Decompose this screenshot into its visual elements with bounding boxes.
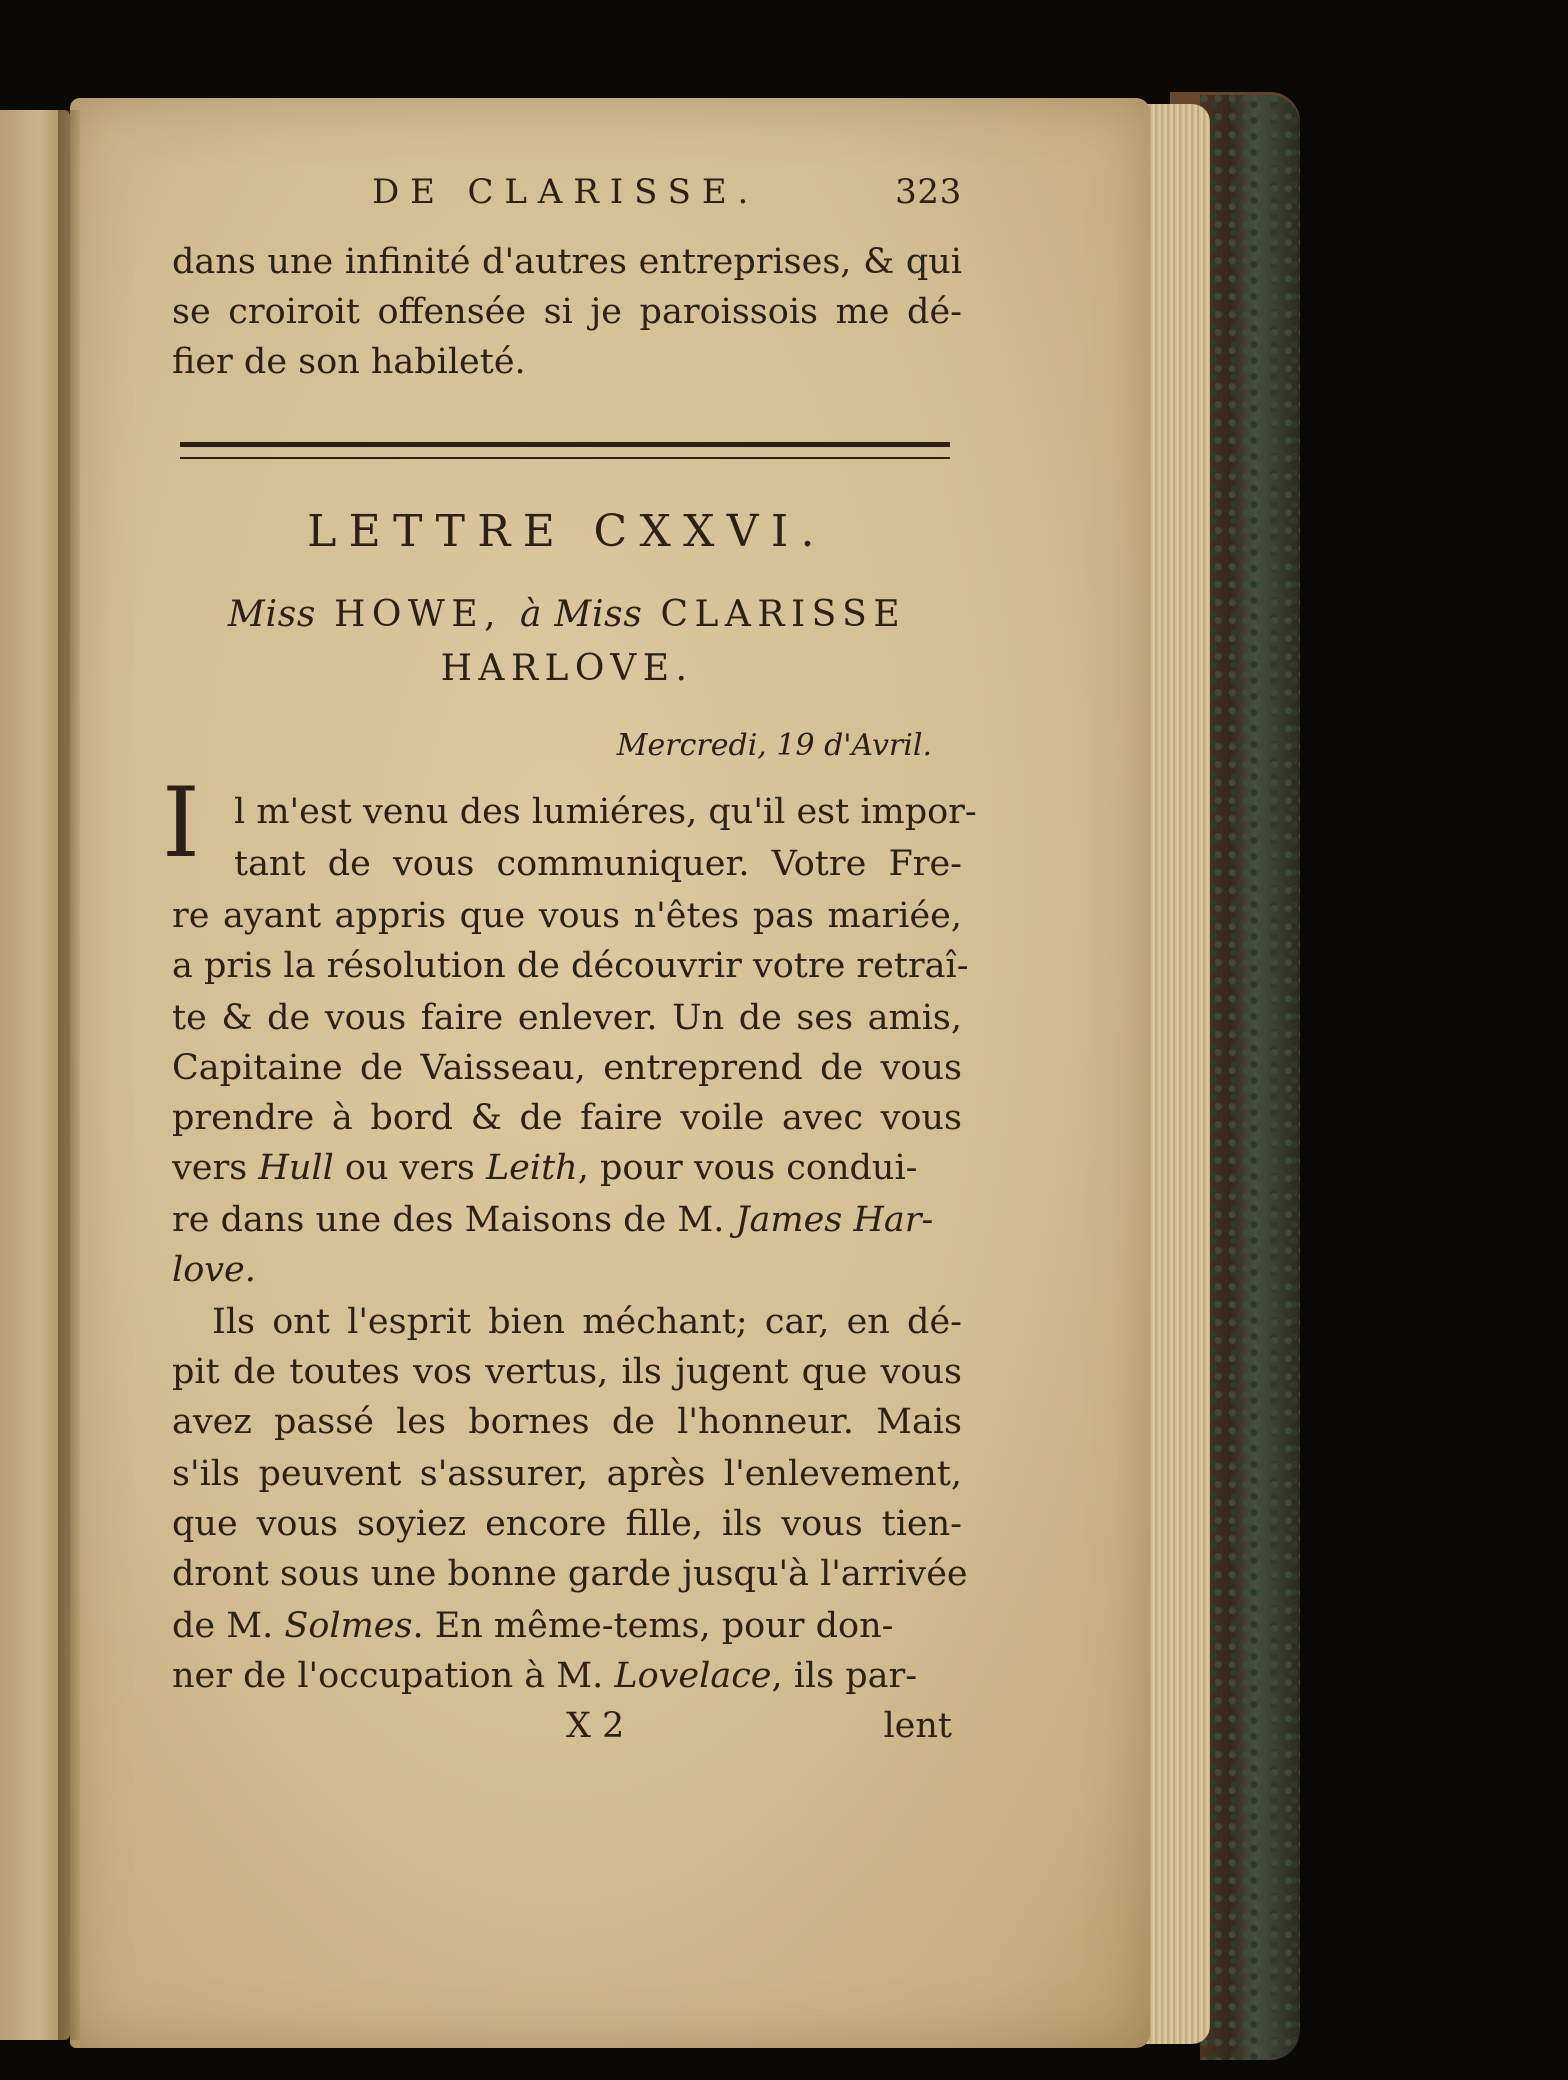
catchword: lent <box>883 1706 952 1746</box>
page-gutter <box>58 110 80 2040</box>
text-span: . En même-tems, pour don- <box>412 1606 894 1646</box>
text-line: dans une infinité d'autres entreprises, & qui <box>172 242 962 282</box>
running-head <box>172 172 962 212</box>
text-line <box>172 1146 962 1190</box>
text-span: de M. <box>172 1606 285 1646</box>
text-line: Ils ont l'esprit bien méchant; car, en dé- <box>212 1302 962 1342</box>
text-line: tant de vous communiquer. Votre Fre- <box>234 844 962 884</box>
page-footer <box>172 1706 962 1750</box>
letter-address <box>172 594 962 635</box>
place-name: Leith <box>485 1148 578 1188</box>
text-span: ou vers <box>333 1148 486 1188</box>
book-binding <box>1200 95 1300 2060</box>
address-part: CLARISSE <box>642 594 907 635</box>
address-part: Miss <box>227 594 317 635</box>
text-line <box>172 1604 962 1648</box>
running-title: DE CLARISSE. <box>372 172 760 212</box>
text-line: te & de vous faire enlever. Un de ses amis, <box>172 998 962 1038</box>
text-line: que vous soyiez encore fille, ils vous tien- <box>172 1504 962 1544</box>
text-span: , ils par- <box>771 1656 918 1696</box>
text-line: fier de son habileté. <box>172 342 526 382</box>
text-span: ner de l'occupation à M. <box>172 1656 615 1696</box>
text-line <box>172 1654 962 1698</box>
page-number: 323 <box>895 172 962 212</box>
text-line: prendre à bord & de faire voile avec vous <box>172 1098 962 1138</box>
person-name: Solmes <box>284 1606 413 1646</box>
place-name: Hull <box>258 1148 334 1188</box>
letter-address-line2: HARLOVE. <box>440 648 694 689</box>
letter-dateline: Mercredi, 19 d'Avril. <box>616 728 932 763</box>
text-line: s'ils peuvent s'assurer, après l'enlevement, <box>172 1454 962 1494</box>
letter-heading: LETTRE CXXVI. <box>307 506 827 557</box>
address-part: HOWE, <box>316 594 521 635</box>
text-line: re ayant appris que vous n'êtes pas mariée, <box>172 896 962 936</box>
person-name: James Har- <box>735 1200 934 1240</box>
text-span: , pour vous condui- <box>577 1148 918 1188</box>
text-span: vers <box>172 1148 259 1188</box>
person-name: Lovelace <box>614 1656 772 1696</box>
text-line <box>172 1198 962 1242</box>
address-part: à Miss <box>520 594 643 635</box>
text-span: re dans une des Maisons de M. <box>172 1200 736 1240</box>
page-edges <box>1140 104 1210 2044</box>
text-line: l m'est venu des lumiéres, qu'il est impor- <box>234 792 977 832</box>
text-line: love. <box>172 1250 256 1290</box>
text-line: se croiroit offensée si je paroissois me dé- <box>172 292 962 332</box>
text-line: Capitaine de Vaisseau, entreprend de vous <box>172 1048 962 1088</box>
signature-mark: X 2 <box>566 1706 625 1746</box>
text-line: dront sous une bonne garde jusqu'à l'arrivée <box>172 1554 968 1594</box>
section-rule <box>180 442 950 459</box>
text-line: avez passé les bornes de l'honneur. Mais <box>172 1402 962 1442</box>
text-line: pit de toutes vos vertus, ils jugent que vous <box>172 1352 962 1392</box>
drop-cap: I <box>162 767 200 879</box>
text-line: a pris la résolution de découvrir votre retraî- <box>172 946 969 986</box>
